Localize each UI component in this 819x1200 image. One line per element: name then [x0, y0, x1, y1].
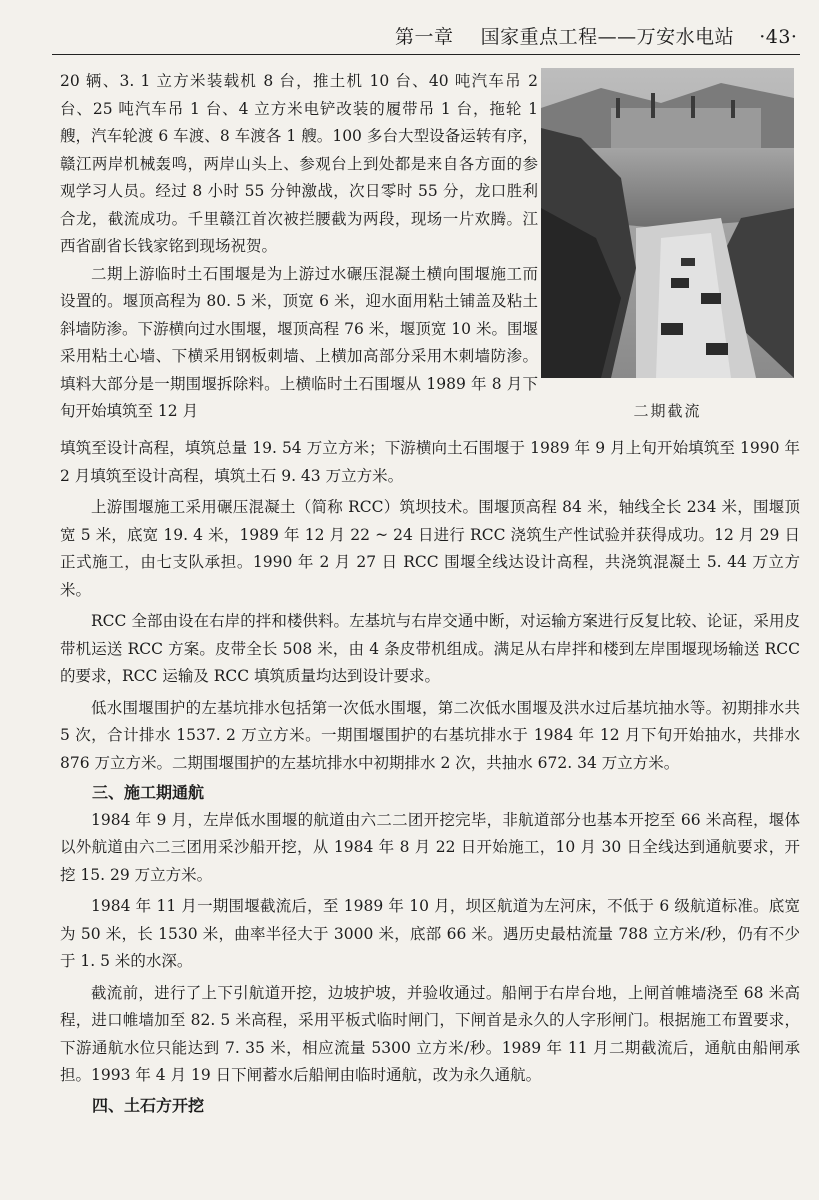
header-rule: [52, 54, 800, 55]
closure-photo-image: [541, 68, 794, 378]
paragraph-rcc-transport: RCC 全部由设在右岸的拌和楼供料。左基坑与右岸交通中断，对运输方案进行反复比较、论证，采用皮带机运送 RCC 方案。皮带全长 508 米，由 4 条皮带机组成。满足从右岸拌和楼到左岸围堰现场输送 RCC 的要求，RCC 运输及 RCC 填筑质量均达到设计要求。: [60, 612, 800, 685]
page-number: ·43·: [759, 26, 798, 48]
section-heading-navigation: 三、施工期通航: [92, 783, 205, 802]
chapter-title: 国家重点工程——万安水电站: [480, 26, 735, 48]
paragraph-rcc-cofferdam: 上游围堰施工采用碾压混凝土（简称 RCC）筑坝技术。围堰顶高程 84 米，轴线全长 234 米，围堰顶宽 5 米，底宽 19. 4 米，1989 年 12 月 22 ~ 24 日进行 RCC 浇筑生产性试验并获得成功。12 月 29 日正式施工，由七支队承担。1990 年 2 月 27 日 RCC 围堰全线达设计高程，共浇筑混凝土 5. 44 万立方米。: [60, 498, 800, 599]
chapter-label: 第一章: [395, 26, 454, 48]
main-body-text: [60, 435, 800, 1119]
closure-photo: [541, 68, 794, 378]
paragraph-ship-lock: 截流前，进行了上下引航道开挖，边坡护坡，并验收通过。船闸于右岸台地，上闸首帷墙浇至 68 米高程，进口帷墙加至 82. 5 米高程，采用平板式临时闸门，下闸首是永久的人字形闸门。根据施工布置要求，下游通航水位只能达到 7. 35 米，相应流量 5300 立方米/秒。1989 年 11 月二期截流后，通航由船闸承担。1993 年 4 月 19 日下闸蓄水后船闸由临时通航，改为永久通航。: [60, 983, 800, 1084]
paragraph-navigation-standard: 1984 年 11 月一期围堰截流后，至 1989 年 10 月，坝区航道为左河床，不低于 6 级航道标准。底宽为 50 米，长 1530 米，曲率半径大于 3000 米，底部 66 米。遇历史最枯流量 788 立方米/秒，仍有不少于 1. 5 米的水深。: [60, 897, 800, 970]
photo-caption: 二期截流: [633, 402, 702, 420]
top-column-text: [60, 68, 538, 426]
paragraph-navigation-channel: 1984 年 9 月，左岸低水围堰的航道由六二二团开挖完毕，非航道部分也基本开挖至 66 米高程，堰体以外航道由六二三团用采沙船开挖，从 1984 年 8 月 22 日开始施工，10 月 30 日全线达到通航要求，开挖 15. 29 万立方米。: [60, 810, 800, 884]
section-heading-excavation: 四、土石方开挖: [92, 1095, 205, 1115]
paragraph-closure-continued: 20 辆、3. 1 立方米装载机 8 台，推土机 10 台、40 吨汽车吊 2 台、25 吨汽车吊 1 台、4 立方米电铲改装的履带吊 1 台，拖轮 1 艘，汽车轮渡 6 车渡、8 车渡各 1 艘。100 多台大型设备运转有序，赣江两岸机械轰鸣，两岸山头上、参观台上到处都是来自各方面的参观学习人员。经过 8 小时 55 分钟激战，次日零时 55 分，龙口胜利合龙，截流成功。千里赣江首次被拦腰截为两段，现场一片欢腾。江西省副省长钱家铭到现场祝贺。: [60, 72, 538, 255]
running-header: [395, 22, 798, 49]
paragraph-pit-drainage: 低水围堰围护的左基坑排水包括第一次低水围堰，第二次低水围堰及洪水过后基坑抽水等。初期排水共 5 次，合计排水 1537. 2 万立方米。一期围堰围护的右基坑排水于 1984 年 12 月下旬开始抽水，共排水 876 万立方米。二期围堰围护的左基坑排水中初期排水 2 次，共抽水 672. 34 万立方米。: [60, 698, 800, 772]
paragraph-cofferdam-part1: 二期上游临时土石围堰是为上游过水碾压混凝土横向围堰施工而设置的。堰顶高程为 80. 5 米，顶宽 6 米，迎水面用粘土铺盖及粘土斜墙防渗。下游横向过水围堰，堰顶高程 76 米，堰顶宽 10 米。围堰采用粘土心墙、下横采用钢板刺墙、上横加高部分采用木刺墙防渗。填料大部分是一期围堰拆除料。上横临时土石围堰从 1989 年 8 月下旬开始填筑至 12 月: [60, 264, 538, 420]
paragraph-cofferdam-part2: 填筑至设计高程，填筑总量 19. 54 万立方米；下游横向土石围堰于 1989 年 9 月上旬开始填筑至 1990 年 2 月填筑至设计高程，填筑土石 9. 43 万立方米。: [60, 439, 800, 485]
